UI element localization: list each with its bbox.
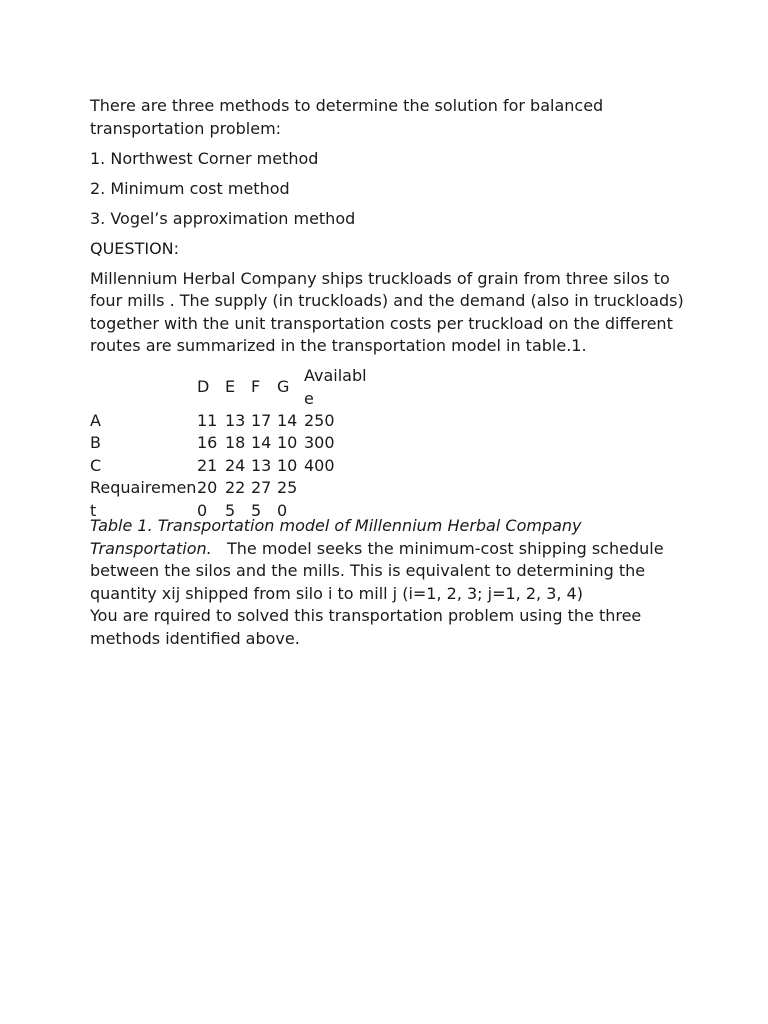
cost-cell: 10	[277, 456, 298, 475]
requirement-cell: 225	[225, 478, 246, 520]
cost-cell: 21	[197, 456, 218, 475]
document-page	[90, 95, 690, 650]
requirement-cell: 250	[277, 478, 298, 520]
cost-cell: 17	[251, 411, 272, 430]
row-label-b: B	[90, 433, 101, 452]
table-caption	[90, 515, 690, 605]
available-cell: 250	[304, 411, 335, 430]
column-header-available: Available	[304, 366, 367, 408]
caption-italic: Table 1. Transportation model of Millennium Herbal Company Transportation.	[90, 516, 582, 558]
question-paragraph: Millennium Herbal Company ships truckloads of grain from three silos to four mills . The supply (in truckloads) and the demand (also in truckloads) together with the unit transportation costs per truckload on the different routes are summarized in the transportation model in table.1.	[90, 268, 684, 355]
method-item-2: 2. Minimum cost method	[90, 178, 290, 198]
method-item-3: 3. Vogel’s approximation method	[90, 208, 356, 228]
intro-paragraph: There are three methods to determine the solution for balanced transportation problem:	[90, 96, 604, 138]
requirement-cell: 275	[251, 478, 272, 520]
closing-paragraph: You are rquired to solved this transportation problem using the three methods identified above.	[90, 606, 642, 648]
column-header-e: E	[225, 377, 236, 396]
cost-cell: 14	[251, 433, 272, 452]
row-label-a: A	[90, 411, 101, 430]
row-label-c: C	[90, 456, 102, 475]
column-header-f: F	[251, 377, 261, 396]
cost-cell: 10	[277, 433, 298, 452]
cost-cell: 24	[225, 456, 246, 475]
cost-cell: 14	[277, 411, 298, 430]
question-heading: QUESTION:	[90, 238, 180, 258]
requirement-cell: 200	[197, 478, 218, 520]
cost-cell: 16	[197, 433, 218, 452]
method-item-1: 1. Northwest Corner method	[90, 148, 319, 168]
available-cell: 300	[304, 433, 335, 452]
row-label-requirement: Requairement	[90, 478, 197, 520]
cost-cell: 13	[251, 456, 272, 475]
cost-cell: 11	[197, 411, 218, 430]
column-header-d: D	[197, 377, 210, 396]
available-cell: 400	[304, 456, 335, 475]
cost-cell: 18	[225, 433, 246, 452]
caption-continuation: The model seeks the minimum-cost shipping schedule between the silos and the mills. This is equivalent to determining the quantity xij shipped from silo i to mill j (i=1, 2, 3; j=1, 2, 3, 4)	[90, 538, 669, 603]
column-header-g: G	[277, 377, 290, 396]
transportation-table	[90, 365, 690, 520]
cost-cell: 13	[225, 411, 246, 430]
